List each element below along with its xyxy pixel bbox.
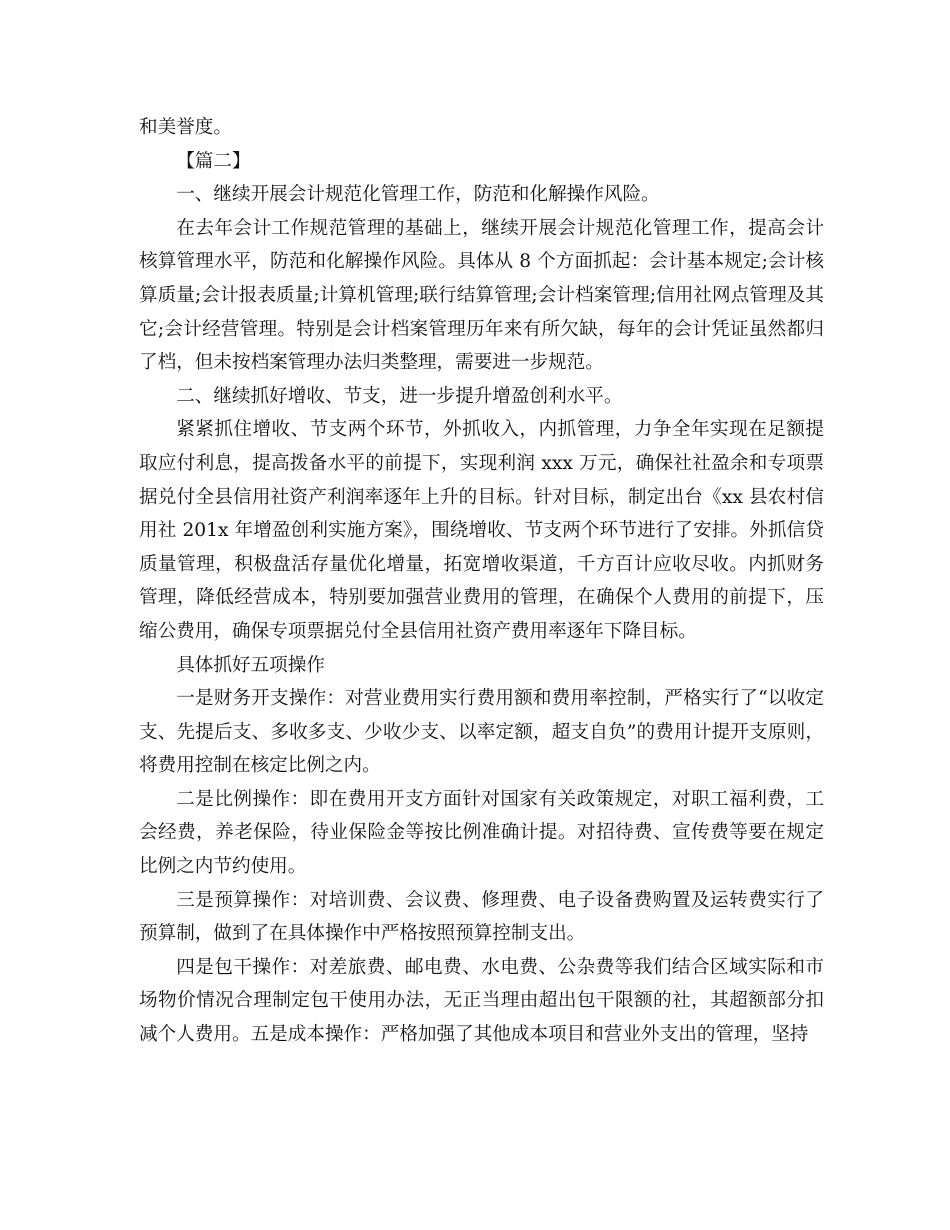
heading-item-two: 二、继续抓好增收、节支，进一步提升增盈创利水平。 [176, 385, 623, 407]
paragraph-operation-one: 一是财务开支操作：对营业费用实行费用额和费用率控制，严格实行了“以收定支、先提后支、多收多支、少收少支、以率定额，超支自负”的费用计提开支原则，将费用控制在核定比例之内。 [139, 688, 824, 777]
paragraph-accounting-standardization: 在去年会计工作规范管理的基础上，继续开展会计规范化管理工作，提高会计核算管理水平，防范和化解操作风险。具体从 8 个方面抓起：会计基本规定;会计核算质量;会计报表质量;计算机管理;联行结算管理;会计档案管理;信用社网点管理及其它;会计经营管理。特别是会计档案管理历年来有所欠缺，每年的会计凭证虽然都归了档，但未按档案管理办法归类整理，需要进一步规范。 [139, 217, 824, 374]
paragraph-operation-four-five: 四是包干操作：对差旅费、邮电费、水电费、公杂费等我们结合区域实际和市场物价情况合理制定包干使用办法，无正当理由超出包干限额的社，其超额部分扣减个人费用。五是成本操作：严格加强了其他成本项目和营业外支出的管理，坚持 [139, 956, 824, 1046]
paragraph-operation-two: 二是比例操作：即在费用开支方面针对国家有关政策规定，对职工福利费，工会经费，养老保险，待业保险金等按比例准确计提。对招待费、宣传费等要在规定比例之内节约使用。 [139, 788, 824, 878]
paragraph-operation-three: 三是预算操作：对培训费、会议费、修理费、电子设备费购置及运转费实行了预算制，做到了在具体操作中严格按照预算控制支出。 [139, 889, 824, 945]
document-body [139, 111, 824, 1052]
section-heading-part-two: 【篇二】 [176, 150, 251, 172]
paragraph-revenue-cost: 紧紧抓住增收、节支两个环节，外抓收入，内抓管理，力争全年实现在足额提取应付利息，提高拨备水平的前提下，实现利润 xxx 万元，确保社社盈余和专项票据兑付全县信用社资产利润率逐年上升的目标。针对目标，制定出台《xx 县农村信用社 201x 年增盈创利实施方案》，围绕增收、节支两个环节进行了安排。外抓信贷质量管理，积极盘活存量优化增量，拓宽增收渠道，千方百计应收尽收。内抓财务管理，降低经营成本，特别要加强营业费用的管理，在确保个人费用的前提下，压缩公费用，确保专项票据兑付全县信用社资产费用率逐年下降目标。 [139, 419, 824, 642]
paragraph-continuation: 和美誉度。 [139, 117, 232, 138]
heading-item-one: 一、继续开展会计规范化管理工作，防范和化解操作风险。 [176, 184, 660, 206]
subheading-five-operations: 具体抓好五项操作 [176, 654, 325, 676]
